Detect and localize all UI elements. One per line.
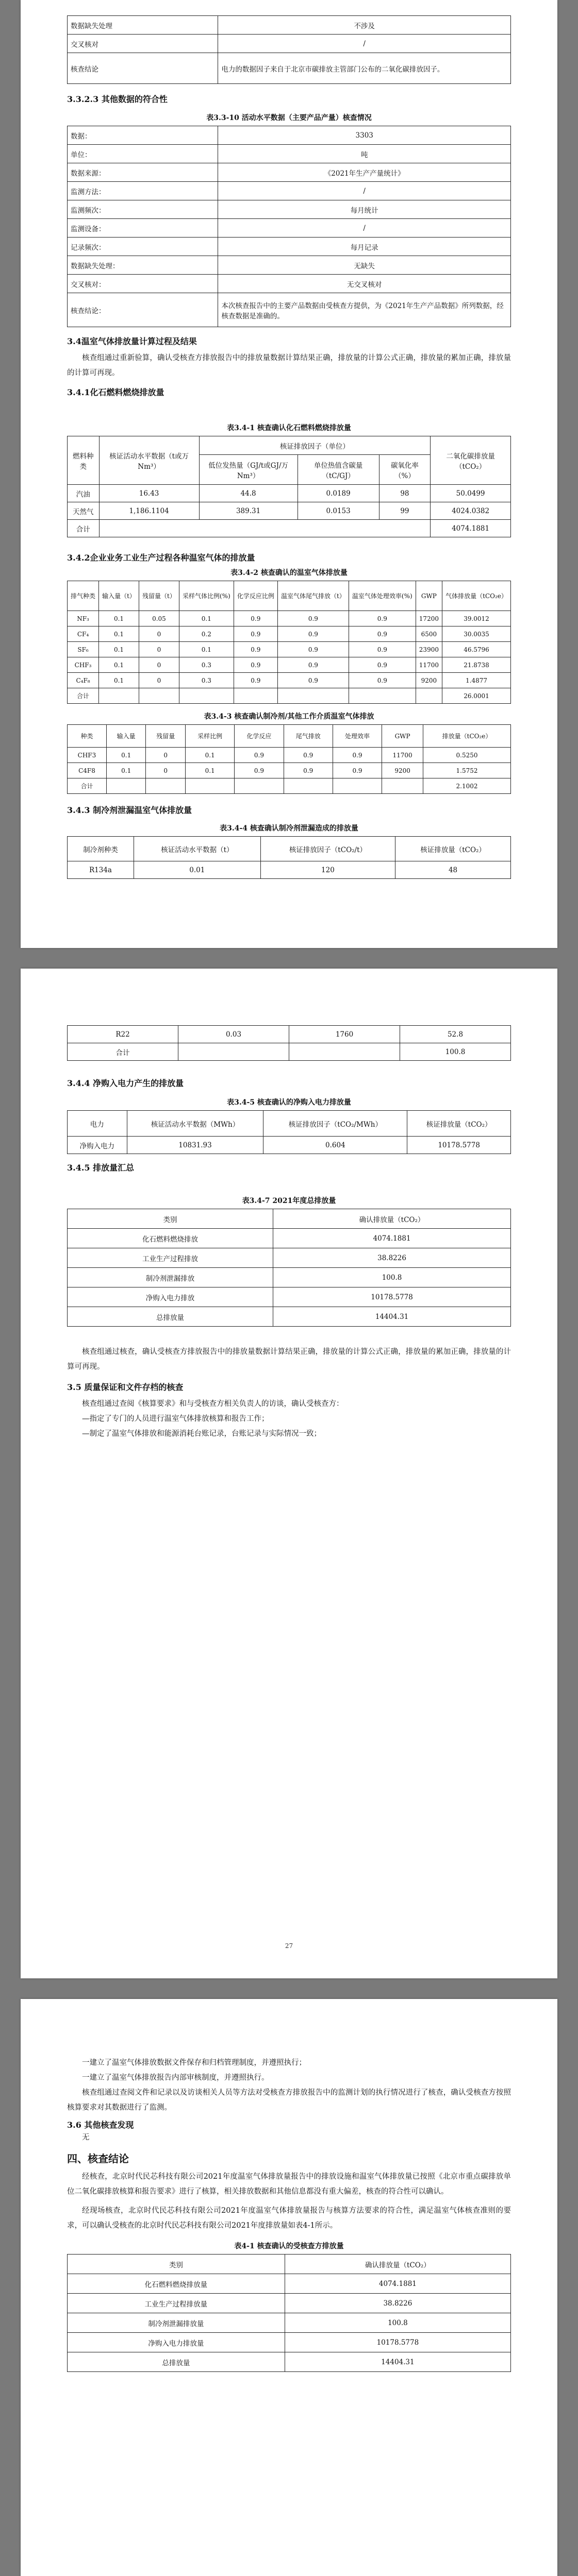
table-caption: 表3.3-10 活动水平数据（主要产品产量）核查情况 <box>206 114 372 122</box>
electricity-emission-table: 电力 核证活动水平数据（MWh） 核证排放因子（tCO₂/MWh） 核证排放量（tCO₂） 净购入电力 10831.93 0.604 10178.5778 <box>67 1110 511 1154</box>
paragraph: 核查组通过重新验算，确认受核查方排放报告中的排放量数据计算结果正确，排放量的计算公式正确，排放量的累加正确，排放量的计算可再现。 <box>67 354 511 377</box>
table-caption: 表3.4-3 核查确认制冷剂/其他工作介质温室气体排放 <box>204 713 374 721</box>
paragraph: —制定了温室气体排放和能源消耗台账记录，台账记录与实际情况一致； <box>82 1430 321 1438</box>
section-heading: 3.5 质量保证和文件存档的核查 <box>67 1382 184 1392</box>
paragraph: 核查组通过查阅文件和记录以及访谈相关人员等方法对受核查方排放报告中的监测计划的执行情况进行了核查，确认受核查方按照核算要求对其数据进行了监测。 <box>67 2089 511 2112</box>
section-heading: 3.4.4 净购入电力产生的排放量 <box>67 1078 184 1088</box>
table-row: C₄F₈ 0.1 0 0.3 0.9 0.9 0.9 9200 1.4877 <box>68 673 511 688</box>
report-page-3 <box>21 1999 557 2576</box>
paragraph: 无 <box>82 2133 90 2142</box>
table-caption: 表3.4-2 核查确认的温室气体排放量 <box>230 569 348 577</box>
paragraph: 核查组通过核查，确认受核查方排放报告中的排放量数据计算结果正确，排放量的计算公式正确，排放量的累加正确，排放量的计算可再现。 <box>67 1348 511 1371</box>
paragraph: 核查组通过查阅《核算要求》和与受核查方相关负责人的访谈，确认受核查方： <box>82 1400 344 1408</box>
table-caption: 表3.4-7 2021年度总排放量 <box>242 1197 336 1205</box>
section-heading: 3.4.5 排放量汇总 <box>67 1163 135 1173</box>
total-emission-table: 类别 确认排放量（tCO₂） 化石燃料燃烧排放 4074.1881 工业生产过程排放 38.8226 制冷剂泄漏排放 100.8 净购入电力排放 10178.5778 总排放量 14404.31 <box>67 1209 511 1327</box>
page-number: 27 <box>285 1942 293 1950</box>
table-caption: 表3.4-4 核查确认制冷剂泄漏造成的排放量 <box>220 824 358 833</box>
section-heading: 3.3.2.3 其他数据的符合性 <box>67 94 168 104</box>
table-row: CHF3 0.1 0 0.1 0.9 0.9 0.9 11700 0.5250 <box>68 748 511 763</box>
paragraph: 一建立了温室气体排放数据文件保存和归档管理制度，并遵照执行； <box>82 2059 306 2067</box>
report-page-2 <box>21 969 557 1978</box>
paragraph: 经现场核查，北京时代民芯科技有限公司2021年度温室气体排放量报告与核算方法要求的符合性，满足温室气体核查准则的要求，可以确认受核查的北京时代民芯科技有限公司2021年度排放量如表4-1所示。 <box>67 2207 511 2230</box>
paragraph: —指定了专门的人员进行温室气体排放核算和报告工作； <box>82 1415 269 1423</box>
fuel-combustion-table: 燃料种类 核证活动水平数据（t或万Nm³） 核证排放因子（单位） 二氧化碳排放量（tCO₂） 低位发热量（GJ/t或GJ/万Nm³） 单位热值含碳量（tC/GJ） 碳氧化率（%） 汽油 16.43 44.8 0.0189 98 50.0499 天然气 1,186.1104 389.31 0.0153 99 4024.0382 合计 4074.1881 <box>67 436 511 537</box>
paragraph: 一建立了温室气体排放报告内部审核制度，并遵照执行。 <box>82 2074 269 2082</box>
table-caption: 表4-1 核查确认的受核查方排放量 <box>234 2242 344 2250</box>
production-data-table: 数据： 3303 单位： 吨 数据来源： 《2021年生产产量统计》 监测方法： / 监测频次： 每月统计 监测设备： / 记录频次： 每月记录 数据缺失处理： 无缺失 交叉核对： 无交叉核对 核查结论： 本次核查报告中的主要产品数据由受核查方提供，为《2021年生产产品数据》所列数据，经核查数据是准确的。 <box>67 126 511 327</box>
section-heading: 3.4.2企业业务工业生产过程各种温室气体的排放量 <box>67 553 255 563</box>
other-process-table: 种类 输入量 残留量 采样比例 化学反应 尾气排放 处理效率 GWP 排放量（tCO₂e） CHF3 0.1 0 0.1 0.9 0.9 0.9 11700 0.5250 C4F8 0.1 0 0.1 0.9 0.9 0.9 9200 1.5752 合计 2.1002 <box>67 724 511 794</box>
table-caption: 表3.4-1 核查确认化石燃料燃烧排放量 <box>227 424 351 432</box>
report-page-1 <box>21 0 557 948</box>
section-heading: 四、核查结论 <box>67 2153 129 2165</box>
electricity-data-table: 数据缺失处理 不涉及 交叉核对 / 核查结论 电力的数据因子来自于北京市碳排放主管部门公布的二氧化碳排放因子。 <box>67 15 511 84</box>
refrigerant-table: 制冷剂种类 核证活动水平数据（t） 核证排放因子（tCO₂/t） 核证排放量（tCO₂） R134a 0.01 120 48 <box>67 836 511 879</box>
verified-emission-table: 类别 确认排放量（tCO₂） 化石燃料燃烧排放量 4074.1881 工业生产过程排放量 38.8226 制冷剂泄漏排放量 100.8 净购入电力排放量 10178.5778 总排放量 14404.31 <box>67 2254 511 2372</box>
table-caption: 表3.4-5 核查确认的净购入电力排放量 <box>227 1098 351 1107</box>
refrigerant-table-continued: R22 0.03 1760 52.8 合计 100.8 <box>67 1025 511 1061</box>
table-row: SF₆ 0.1 0 0.1 0.9 0.9 0.9 23900 46.5796 <box>68 642 511 657</box>
paragraph: 经核查，北京时代民芯科技有限公司2021年度温室气体排放量报告中的排放设施和温室气体排放量已按照《北京市重点碳排放单位二氧化碳排放核算和报告要求》进行了核算，相关排放数据和其他信息都没有重大偏差，核查的符合性可以确认。 <box>67 2173 511 2196</box>
section-heading: 3.4.1化石燃料燃烧排放量 <box>67 387 164 397</box>
table-row: NF₃ 0.1 0.05 0.1 0.9 0.9 0.9 17200 39.0012 <box>68 611 511 626</box>
process-emission-table: 排气种类 输入量（t） 残留量（t） 采样气体比例(%) 化学反应比例 温室气体尾气排放（t） 温室气体处理效率(%) GWP 气体排放量（tCO₂e） NF₃ 0.1 0.05 0.1 0.9 0.9 0.9 17200 39.0012 CF₄ 0.1 0 0.2 0.9 0.9 0.9 6500 30.0035 SF₆ 0.1 0 0.1 0.9 0.9 0.9 23900 46.5796 CHF₃ 0.1 0 0.3 0.9 0.9 0.9 11700 21.8738 C₄F₈ 0.1 0 0.3 0.9 0.9 0.9 9200 1.4877 合计 26.0001 <box>67 581 511 704</box>
section-heading: 3.4.3 制冷剂泄漏温室气体排放量 <box>67 805 192 815</box>
section-heading: 3.6 其他核查发现 <box>67 2120 134 2130</box>
table-row: CHF₃ 0.1 0 0.3 0.9 0.9 0.9 11700 21.8738 <box>68 657 511 673</box>
table-row: 合计 26.0001 <box>68 688 511 704</box>
section-heading: 3.4温室气体排放量计算过程及结果 <box>67 336 197 346</box>
table-row: 合计 2.1002 <box>68 778 511 794</box>
table-row: CF₄ 0.1 0 0.2 0.9 0.9 0.9 6500 30.0035 <box>68 626 511 642</box>
table-row: C4F8 0.1 0 0.1 0.9 0.9 0.9 9200 1.5752 <box>68 763 511 778</box>
